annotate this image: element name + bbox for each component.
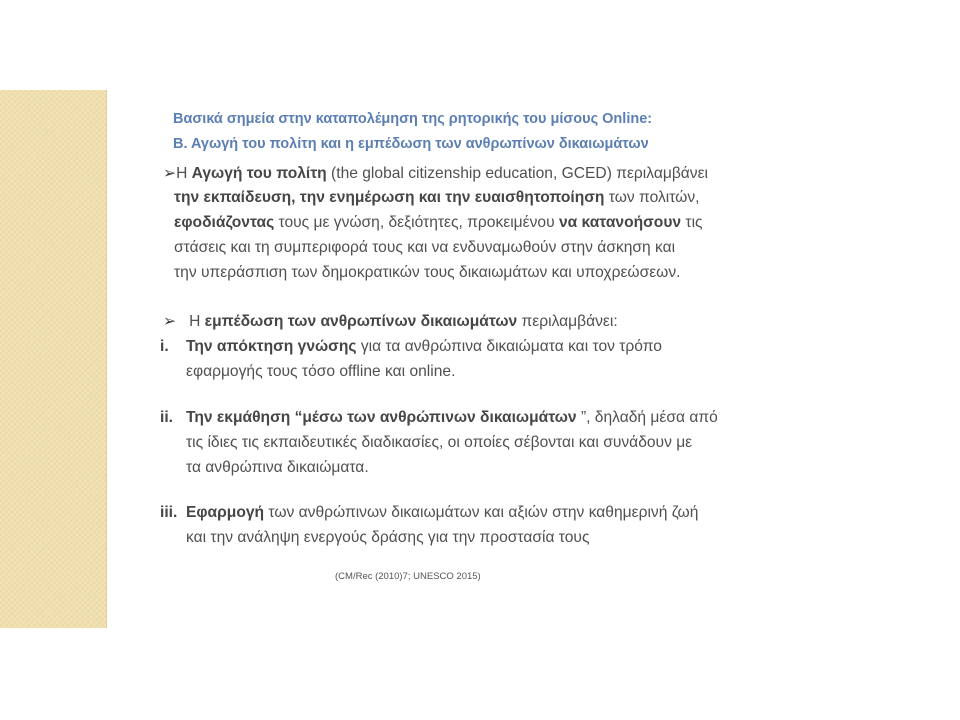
- item-i-line-1: Την απόκτηση γνώσης για τα ανθρώπινα δικαιώματα και τον τρόπο: [186, 338, 662, 355]
- decorative-side-strip: [0, 90, 107, 628]
- bullet-1-line-4: στάσεις και τη συμπεριφορά τους και να ενδυναμωθούν στην άσκηση και: [174, 239, 676, 256]
- item-ii-line-2: τις ίδιες τις εκπαιδευτικές διαδικασίες, οι οποίες σέβονται και συνάδουν με: [186, 434, 693, 451]
- bullet-1-line-2: την εκπαίδευση, την ενημέρωση και την ευαισθητοποίηση των πολιτών,: [174, 189, 700, 206]
- item-ii-line-1: Την εκμάθηση “μέσω των ανθρώπινων δικαιωμάτων ”, δηλαδή μέσα από: [186, 409, 718, 426]
- bullet-1-line-3: εφοδιάζοντας τους με γνώση, δεξιότητες, προκειμένου να κατανοήσουν τις: [174, 214, 703, 231]
- bullet-1-line-5: την υπεράσπιση των δημοκρατικών τους δικαιωμάτων και υποχρεώσεων.: [174, 264, 681, 281]
- item-ii-line-3: τα ανθρώπινα δικαιώματα.: [186, 459, 369, 476]
- bullet-2-line: ➢ Η εμπέδωση των ανθρωπίνων δικαιωμάτων περιλαμβάνει:: [163, 313, 618, 330]
- arrow-bullet-icon: ➢: [163, 313, 177, 330]
- slide-title-line-1: Βασικά σημεία στην καταπολέμηση της ρητορικής του μίσους Online:: [173, 111, 653, 127]
- slide-title-line-2: Β. Αγωγή του πολίτη και η εμπέδωση των ανθρωπίνων δικαιωμάτων: [173, 136, 649, 152]
- item-ii-numeral: ii.: [160, 409, 173, 426]
- item-iii-numeral: iii.: [160, 504, 178, 521]
- citation: (CM/Rec (2010)7; UNESCO 2015): [335, 571, 481, 582]
- item-iii-line-2: και την ανάληψη ενεργούς δράσης για την προστασία τους: [186, 529, 590, 546]
- bullet-1-line-1: ➢Η Αγωγή του πολίτη (the global citizenship education, GCED) περιλαμβάνει: [163, 165, 709, 182]
- item-i-numeral: i.: [160, 338, 169, 355]
- item-i-line-2: εφαρμογής τους τόσο offline και online.: [186, 363, 456, 380]
- item-iii-line-1: Εφαρμογή των ανθρώπινων δικαιωμάτων και αξιών στην καθημερινή ζωή: [186, 504, 699, 521]
- arrow-bullet-icon: ➢: [163, 165, 177, 182]
